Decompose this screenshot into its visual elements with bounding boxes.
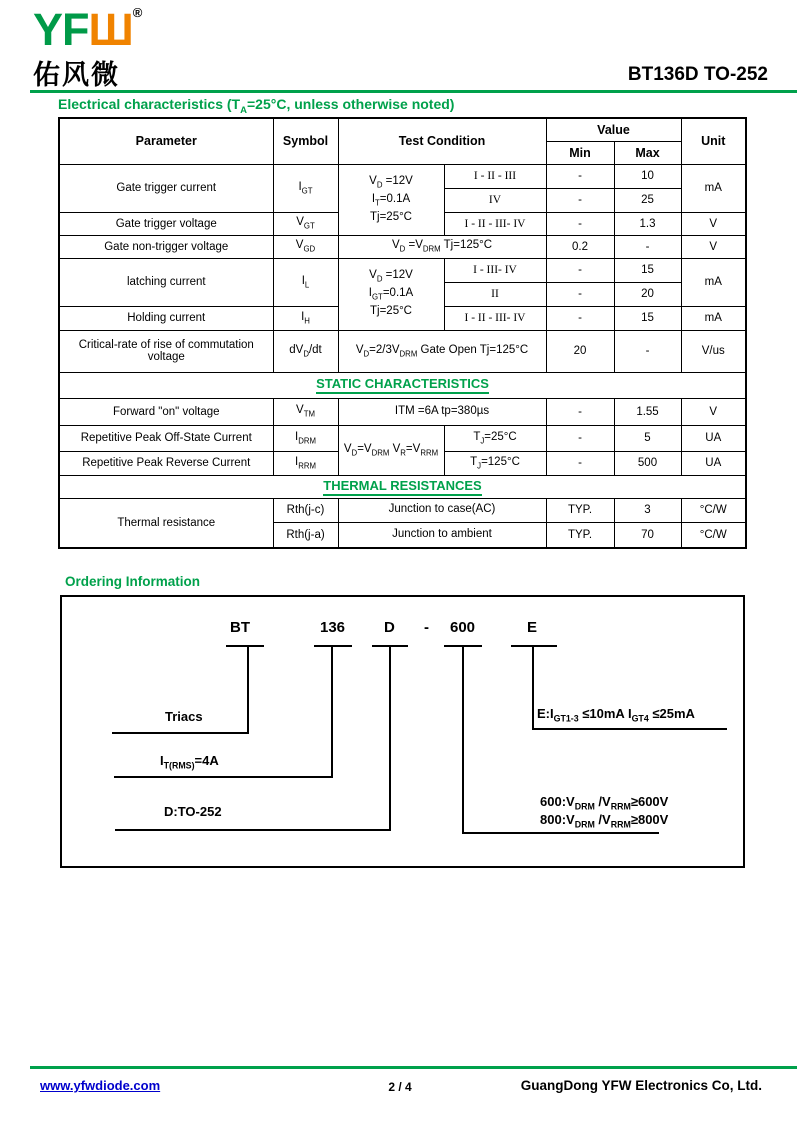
gate-trigger-test-condition [338, 164, 444, 235]
max-cell: 15 [614, 258, 681, 282]
quadrant-cell: I - II - III- IV [444, 306, 546, 330]
logo-chinese-name: 佑风微 [33, 60, 120, 90]
leader-e-spec [532, 728, 727, 730]
quadrant-cell: I - III- IV [444, 258, 546, 282]
max-cell: - [614, 235, 681, 258]
tbar-e [511, 645, 557, 647]
gate-non-trigger-test-condition: $V_D =V_{DRM}$ Tj=125°C [338, 235, 546, 258]
unit-cell: mA [681, 164, 746, 212]
dropline-e [532, 645, 534, 730]
website-link[interactable]: www.yfwdiode.com [40, 1078, 161, 1093]
min-cell: 0.2 [546, 235, 614, 258]
gate-trigger-voltage-param: Gate trigger voltage [59, 212, 273, 235]
irrm-tj-cell: $T_J=125^\circ C$ [444, 451, 546, 475]
col-header-parameter: Parameter [59, 118, 273, 164]
unit-cell: °C/W [681, 522, 746, 548]
unit-cell: V [681, 235, 746, 258]
part-segment-dash: - [424, 619, 429, 636]
part-segment-bt: BT [230, 619, 250, 636]
logo-wordmark [33, 4, 143, 55]
unit-cell: V/us [681, 330, 746, 372]
unit-cell: UA [681, 451, 746, 475]
label-800v: $800:V_{DRM}$ $/V_{RRM}\ge 800V$ [540, 812, 669, 830]
forward-voltage-test-condition: ITM =6A tp=380µs [338, 398, 546, 425]
dropline-600 [462, 645, 464, 834]
min-cell: - [546, 282, 614, 306]
commutation-test-condition: $V_D=2/3V_{DRM}$ Gate Open Tj=125°C [338, 330, 546, 372]
dropline-bt [247, 645, 249, 734]
latching-current-symbol: $I_L$ [273, 258, 338, 306]
label-e-spec: $E:I_{GT1-3} \le 10mA$ $I_{GT4} \le 25mA$ [537, 706, 695, 724]
idrm-symbol: $I_{DRM}$ [273, 425, 338, 451]
min-cell: TYP. [546, 522, 614, 548]
idrm-tj-cell: $T_J=25^\circ C$ [444, 425, 546, 451]
part-segment-600: 600 [450, 619, 476, 636]
electrical-characteristics-heading: Electrical characteristics ($T_A=25^\circ C$, unless otherwise noted) [58, 96, 454, 119]
col-header-max: Max [614, 141, 681, 164]
leader-it-rms [114, 776, 333, 778]
part-segment-d: D [384, 619, 395, 636]
gate-non-trigger-voltage-param: Gate non-trigger voltage [59, 235, 273, 258]
min-cell: - [546, 258, 614, 282]
max-cell: - [614, 330, 681, 372]
logo-text-orange: Ш [88, 4, 133, 55]
tbar-bt [226, 645, 264, 647]
thermal-resistance-param: Thermal resistance [59, 498, 273, 548]
forward-voltage-symbol: $V_{TM}$ [273, 398, 338, 425]
max-cell: 3 [614, 498, 681, 522]
idrm-irrm-test-condition: $V_D=V_{DRM}$ $V_R=V_{RRM}$ [338, 425, 444, 475]
holding-current-symbol: $I_H$ [273, 306, 338, 330]
label-package: D:TO-252 [164, 804, 222, 819]
max-cell: 500 [614, 451, 681, 475]
unit-cell: mA [681, 258, 746, 306]
footer-divider [30, 1066, 797, 1069]
max-cell: 10 [614, 164, 681, 188]
tbar-136 [314, 645, 352, 647]
part-segment-e: E [527, 619, 538, 636]
label-triacs: Triacs [165, 709, 203, 724]
max-cell: 15 [614, 306, 681, 330]
forward-voltage-param: Forward "on" voltage [59, 398, 273, 425]
latching-test-condition [338, 258, 444, 330]
min-cell: - [546, 212, 614, 235]
leader-triacs [112, 732, 249, 734]
max-cell: 20 [614, 282, 681, 306]
irrm-param: Repetitive Peak Reverse Current [59, 451, 273, 475]
min-cell: - [546, 164, 614, 188]
registered-trademark-icon: ® [132, 5, 143, 20]
leader-voltage [462, 832, 659, 834]
irrm-symbol: $I_{RRM}$ [273, 451, 338, 475]
col-header-unit: Unit [681, 118, 746, 164]
min-cell: 20 [546, 330, 614, 372]
max-cell: 70 [614, 522, 681, 548]
header-divider [30, 90, 797, 93]
idrm-param: Repetitive Peak Off-State Current [59, 425, 273, 451]
ordering-information-heading: Ordering Information [65, 574, 200, 589]
latching-current-param: latching current [59, 258, 273, 306]
label-600v: $600:V_{DRM}$ $/V_{RRM}\ge 600V$ [540, 794, 669, 812]
rth-jc-symbol: Rth(j-c) [273, 498, 338, 522]
logo-text-green: YF [33, 4, 89, 55]
col-header-symbol: Symbol [273, 118, 338, 164]
part-number-title: BT136D TO-252 [627, 64, 768, 85]
commutation-param: Critical-rate of rise of commutation voltage [59, 330, 273, 372]
col-header-test-condition: Test Condition [338, 118, 546, 164]
max-cell: 25 [614, 188, 681, 212]
static-characteristics-section: STATIC CHARACTERISTICS [59, 372, 746, 398]
unit-cell: UA [681, 425, 746, 451]
dropline-d [389, 645, 391, 831]
gate-trigger-voltage-symbol: $V_{GT}$ [273, 212, 338, 235]
col-header-min: Min [546, 141, 614, 164]
page-number: 2 / 4 [388, 1080, 412, 1094]
rth-ja-test-condition: Junction to ambient [338, 522, 546, 548]
company-name: GuangDong YFW Electronics Co, Ltd. [520, 1078, 762, 1093]
quadrant-cell: II [444, 282, 546, 306]
commutation-symbol: $dV_D/dt$ [273, 330, 338, 372]
unit-cell: V [681, 212, 746, 235]
max-cell: 1.55 [614, 398, 681, 425]
electrical-characteristics-table [58, 117, 747, 549]
rth-ja-symbol: Rth(j-a) [273, 522, 338, 548]
rth-jc-test-condition: Junction to case(AC) [338, 498, 546, 522]
col-header-value: Value [546, 118, 681, 141]
holding-current-param: Holding current [59, 306, 273, 330]
quadrant-cell: IV [444, 188, 546, 212]
min-cell: TYP. [546, 498, 614, 522]
unit-cell: mA [681, 306, 746, 330]
min-cell: - [546, 306, 614, 330]
thermal-resistances-section: THERMAL RESISTANCES [59, 475, 746, 498]
test-condition-line: $I_T=0.1A$ [371, 192, 411, 208]
label-it-rms: $I_{T(RMS)}=4A$ [160, 753, 219, 771]
quadrant-cell: I - II - III- IV [444, 212, 546, 235]
unit-cell: °C/W [681, 498, 746, 522]
test-condition-line: $V_D =12V$ [369, 269, 413, 284]
dropline-136 [331, 645, 333, 778]
test-condition-line: $I_{GT}=0.1A$ [368, 287, 414, 302]
test-condition-line: $V_D =12V$ [369, 174, 413, 190]
min-cell: - [546, 398, 614, 425]
max-cell: 1.3 [614, 212, 681, 235]
leader-package [115, 829, 391, 831]
min-cell: - [546, 451, 614, 475]
min-cell: - [546, 425, 614, 451]
gate-trigger-current-param: Gate trigger current [59, 164, 273, 212]
ordering-diagram [60, 595, 745, 868]
quadrant-cell: I - II - III [444, 164, 546, 188]
company-logo [33, 6, 142, 92]
gate-trigger-current-symbol: $I_{GT}$ [273, 164, 338, 212]
test-condition-line: Tj=25°C [370, 305, 412, 318]
gate-non-trigger-voltage-symbol: $V_{GD}$ [273, 235, 338, 258]
max-cell: 5 [614, 425, 681, 451]
part-segment-136: 136 [320, 619, 346, 636]
test-condition-line: Tj=25°C [370, 210, 412, 223]
min-cell: - [546, 188, 614, 212]
unit-cell: V [681, 398, 746, 425]
